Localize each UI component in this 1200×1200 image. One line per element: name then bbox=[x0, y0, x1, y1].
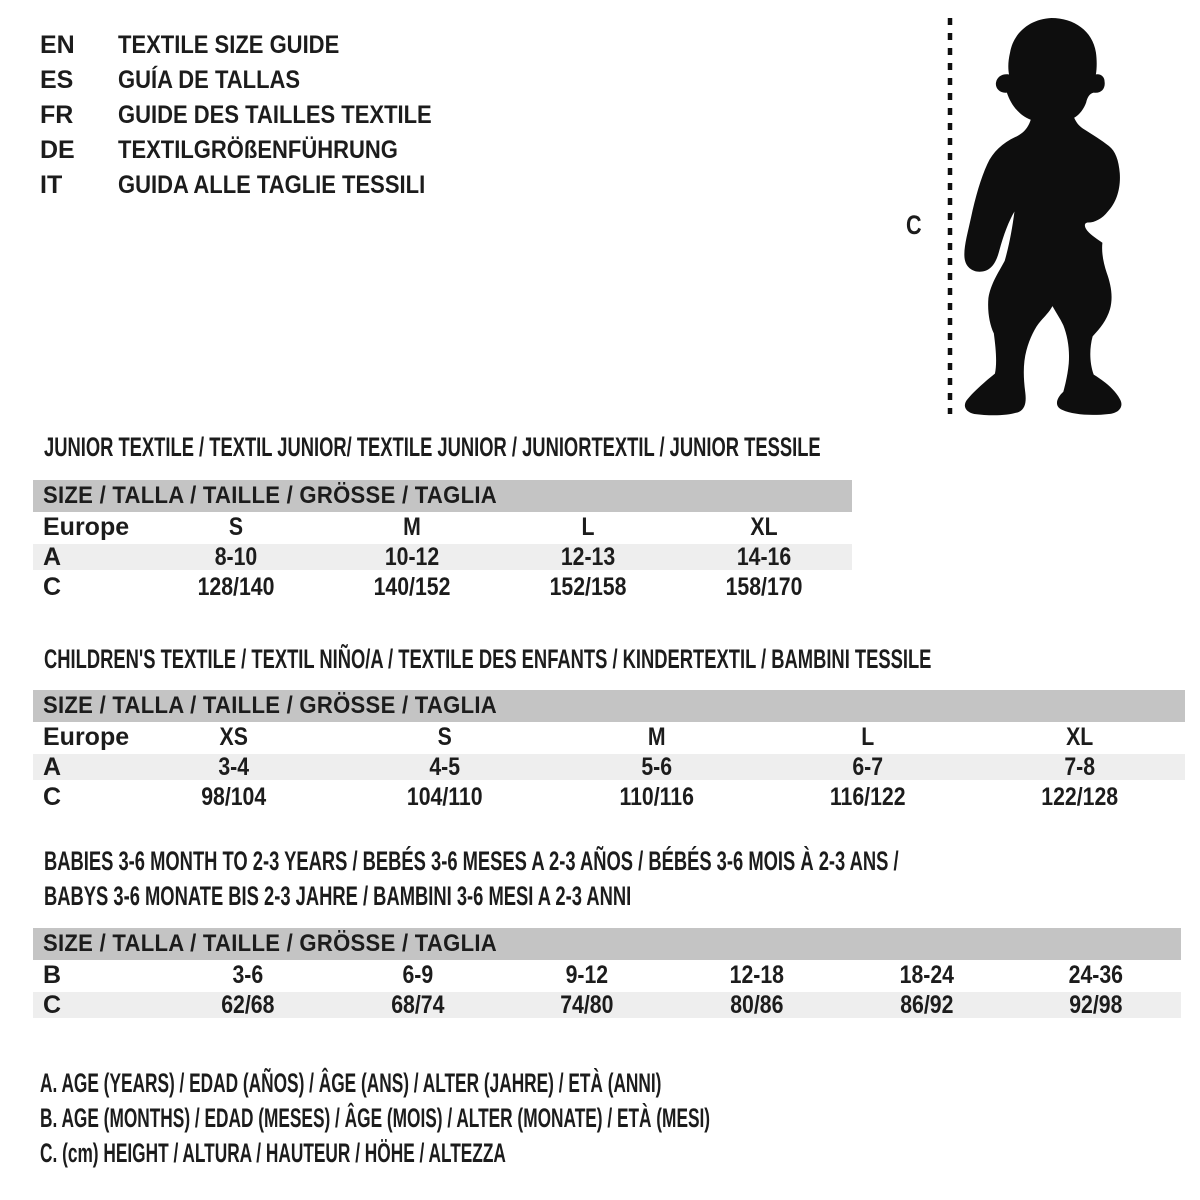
babies-section-title bbox=[44, 844, 899, 914]
table-row-height bbox=[33, 572, 852, 602]
value-cell: 86/92 bbox=[899, 991, 954, 1019]
size-cell: M bbox=[403, 513, 421, 541]
table-row-sizes bbox=[33, 512, 852, 542]
language-row-es bbox=[40, 63, 475, 98]
size-header-text: SIZE / TALLA / TAILLE / GRÖSSE / TAGLIA bbox=[43, 930, 498, 957]
value-cell: 116/122 bbox=[830, 783, 906, 811]
language-label: TEXTILGRÖßENFÜHRUNG bbox=[118, 136, 398, 164]
babies-title-line-1: BABIES 3-6 MONTH TO 2-3 YEARS / BEBÉS 3-6 MESES A 2-3 AÑOS / BÉBÉS 3-6 MOIS À 2-3 ANS / bbox=[44, 846, 899, 876]
value-cell: 12-13 bbox=[560, 543, 616, 571]
table-row-height bbox=[33, 782, 1185, 812]
value-cell: 10-12 bbox=[384, 543, 440, 571]
dashed-height-line bbox=[944, 14, 956, 418]
size-cell: XS bbox=[219, 723, 248, 751]
value-cell: 128/140 bbox=[197, 573, 275, 601]
row-label: C bbox=[43, 573, 62, 601]
size-header-text: SIZE / TALLA / TAILLE / GRÖSSE / TAGLIA bbox=[43, 692, 498, 719]
language-code: IT bbox=[40, 171, 63, 199]
legend-line-a: A. AGE (YEARS) / EDAD (AÑOS) / ÂGE (ANS) / ALTER (JAHRE) / ETÀ (ANNI) bbox=[40, 1068, 662, 1098]
babies-size-table bbox=[33, 928, 1181, 1020]
row-label: C bbox=[43, 783, 62, 811]
size-cell: L bbox=[581, 513, 595, 541]
table-row-age bbox=[33, 542, 852, 572]
value-cell: 140/152 bbox=[373, 573, 451, 601]
junior-size-table bbox=[33, 480, 852, 602]
children-size-table bbox=[33, 690, 1185, 812]
row-label: Europe bbox=[43, 723, 130, 751]
legend-line-c: C. (cm) HEIGHT / ALTURA / HAUTEUR / HÖHE / ALTEZZA bbox=[40, 1138, 506, 1168]
value-cell: 9-12 bbox=[565, 961, 609, 989]
legend-line-b: B. AGE (MONTHS) / EDAD (MESES) / ÂGE (MOIS) / ALTER (MONATE) / ETÀ (MESI) bbox=[40, 1103, 711, 1133]
language-label: TEXTILE SIZE GUIDE bbox=[118, 31, 340, 59]
value-cell: 6-9 bbox=[402, 961, 433, 989]
value-cell: 8-10 bbox=[214, 543, 258, 571]
value-cell: 92/98 bbox=[1069, 991, 1123, 1019]
value-cell: 3-6 bbox=[232, 961, 264, 989]
size-cell: XL bbox=[1065, 723, 1093, 751]
language-row-en bbox=[40, 28, 475, 63]
height-measure-label: C bbox=[906, 210, 922, 240]
size-header-bar bbox=[33, 480, 852, 512]
measurement-legend bbox=[40, 1066, 1087, 1171]
table-row-months bbox=[33, 960, 1181, 990]
size-header-text: SIZE / TALLA / TAILLE / GRÖSSE / TAGLIA bbox=[43, 482, 498, 509]
language-row-de bbox=[40, 133, 475, 168]
language-row-fr bbox=[40, 98, 475, 133]
size-cell: S bbox=[438, 723, 453, 751]
value-cell: 12-18 bbox=[729, 961, 785, 989]
value-cell: 98/104 bbox=[201, 783, 267, 811]
value-cell: 18-24 bbox=[899, 961, 954, 989]
value-cell: 152/158 bbox=[549, 573, 627, 601]
row-label: A bbox=[43, 753, 62, 781]
language-label: GUÍA DE TALLAS bbox=[118, 66, 301, 94]
value-cell: 3-4 bbox=[218, 753, 250, 781]
babies-title-line-2: BABYS 3-6 MONATE BIS 2-3 JAHRE / BAMBINI 3-6 MESI A 2-3 ANNI bbox=[44, 881, 632, 911]
value-cell: 6-7 bbox=[852, 753, 884, 781]
junior-section-title: JUNIOR TEXTILE / TEXTIL JUNIOR/ TEXTILE JUNIOR / JUNIORTEXTIL / JUNIOR TESSILE bbox=[44, 432, 821, 462]
language-code: FR bbox=[40, 101, 74, 129]
value-cell: 4-5 bbox=[429, 753, 461, 781]
row-label: Europe bbox=[43, 513, 130, 541]
language-label: GUIDE DES TAILLES TEXTILE bbox=[118, 101, 432, 129]
size-cell: L bbox=[861, 723, 875, 751]
row-label: B bbox=[43, 961, 62, 989]
size-cell: S bbox=[228, 513, 244, 541]
value-cell: 68/74 bbox=[390, 991, 445, 1019]
row-label: C bbox=[43, 991, 62, 1019]
value-cell: 7-8 bbox=[1063, 753, 1095, 781]
value-cell: 80/86 bbox=[730, 991, 784, 1019]
value-cell: 14-16 bbox=[736, 543, 792, 571]
language-row-it bbox=[40, 168, 475, 203]
value-cell: 122/128 bbox=[1040, 783, 1118, 811]
value-cell: 5-6 bbox=[641, 753, 672, 781]
language-title-list bbox=[40, 28, 475, 203]
value-cell: 74/80 bbox=[560, 991, 614, 1019]
table-row-sizes bbox=[33, 722, 1185, 752]
size-header-bar bbox=[33, 928, 1181, 960]
language-code: ES bbox=[40, 66, 74, 94]
size-cell: M bbox=[647, 723, 666, 751]
children-section-title: CHILDREN'S TEXTILE / TEXTIL NIÑO/A / TEXTILE DES ENFANTS / KINDERTEXTIL / BAMBINI TESSILE bbox=[44, 644, 932, 674]
table-row-height bbox=[33, 990, 1181, 1020]
row-label: A bbox=[43, 543, 62, 571]
value-cell: 158/170 bbox=[725, 573, 803, 601]
toddler-silhouette-icon bbox=[958, 12, 1148, 420]
language-code: DE bbox=[40, 136, 75, 164]
value-cell: 110/116 bbox=[619, 783, 694, 811]
size-header-bar bbox=[33, 690, 1185, 722]
table-row-age bbox=[33, 752, 1185, 782]
language-code: EN bbox=[40, 31, 75, 59]
value-cell: 24-36 bbox=[1068, 961, 1124, 989]
language-label: GUIDA ALLE TAGLIE TESSILI bbox=[118, 171, 426, 199]
value-cell: 104/110 bbox=[407, 783, 483, 811]
value-cell: 62/68 bbox=[221, 991, 275, 1019]
size-cell: XL bbox=[750, 513, 778, 541]
